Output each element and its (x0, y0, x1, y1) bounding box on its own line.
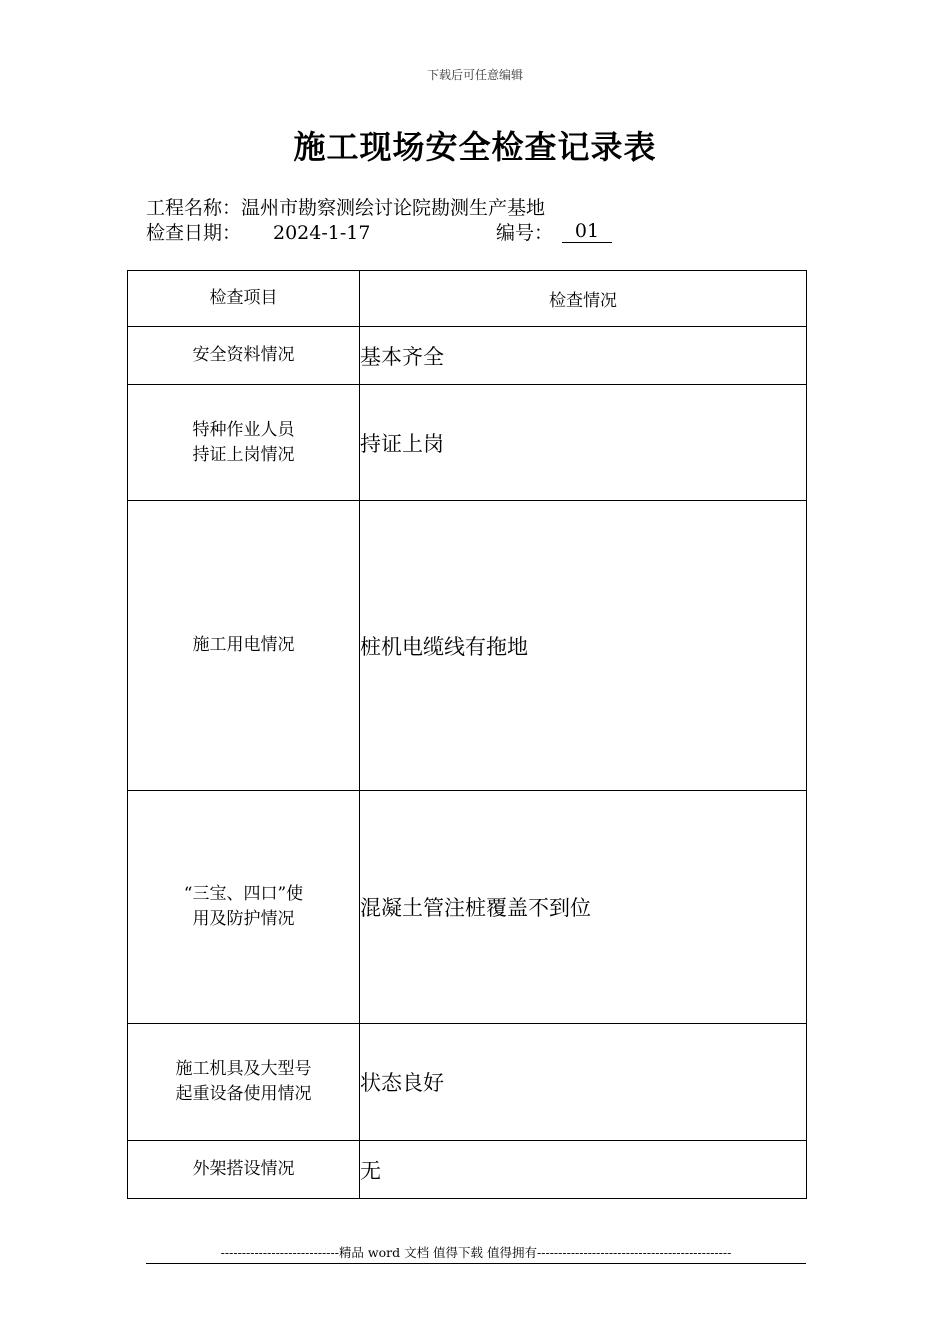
table-row (128, 1141, 807, 1199)
item-line: 外架搭设情况 (192, 1159, 295, 1179)
item-line: 安全资料情况 (192, 345, 295, 365)
row-status: 无 (360, 1141, 807, 1199)
row-status: 桩机电缆线有拖地 (360, 501, 807, 791)
header-note: 下载后可任意编辑 (426, 68, 523, 82)
item-line: 施工用电情况 (192, 635, 295, 655)
item-line: 施工机具及大型号 (175, 1059, 312, 1079)
table-row (128, 791, 807, 1024)
table-header-row (128, 271, 807, 327)
number-value: 01 (562, 221, 612, 243)
header-item: 检查项目 (128, 271, 360, 327)
header-status: 检查情况 (360, 271, 807, 327)
row-item-label (128, 385, 360, 501)
table-row (128, 1024, 807, 1141)
date-number-line (146, 220, 600, 245)
item-line: “三宝、四口”使 (183, 884, 304, 904)
footer-note: ----------------------------精品 word 文档 值得下载 值得拥有---------------------------------------------- (146, 1244, 806, 1264)
table-row (128, 501, 807, 791)
row-status: 基本齐全 (360, 327, 807, 385)
page-title: 施工现场安全检查记录表 (293, 128, 657, 166)
project-value: 温州市勘察测绘讨论院勘测生产基地 (241, 197, 546, 219)
row-item-label (128, 1024, 360, 1141)
item-line: 特种作业人员 (192, 419, 295, 440)
row-item-label (128, 327, 360, 385)
row-status: 混凝土管注桩覆盖不到位 (360, 791, 807, 1024)
table-row (128, 385, 807, 501)
row-status: 状态良好 (360, 1024, 807, 1141)
item-line: 用及防护情况 (192, 909, 295, 929)
date-value: 2024-1-17 (273, 222, 371, 244)
row-item-label (128, 1141, 360, 1199)
table-row (128, 327, 807, 385)
row-status: 持证上岗 (360, 385, 807, 501)
item-line: 持证上岗情况 (192, 444, 295, 465)
project-line (146, 196, 545, 220)
date-label: 检查日期： (146, 222, 242, 244)
project-label: 工程名称： (146, 197, 242, 219)
row-item-label (128, 501, 360, 791)
row-item-label (128, 791, 360, 1024)
item-line: 起重设备使用情况 (175, 1084, 312, 1104)
number-label: 编号： (496, 222, 554, 244)
inspection-table (127, 270, 807, 1199)
